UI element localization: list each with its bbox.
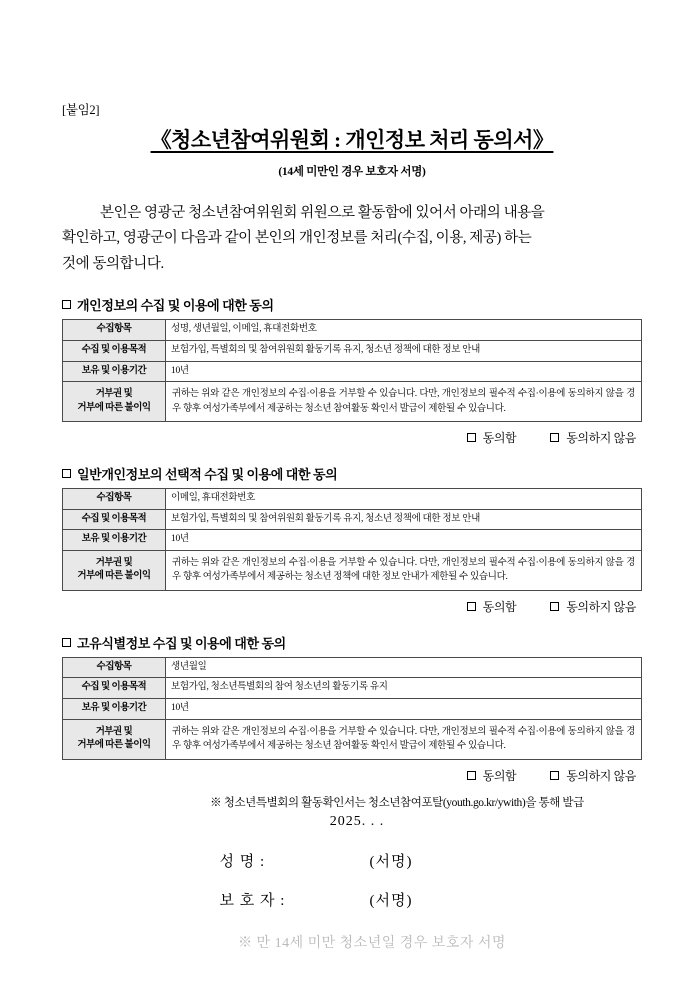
table-row	[63, 678, 642, 699]
table-row	[63, 320, 642, 341]
consent-section-2	[62, 464, 642, 615]
table-row	[63, 382, 642, 422]
agree-options-2	[62, 598, 642, 615]
table-row	[63, 720, 642, 760]
row-label-period: 보유 및 이용기간	[63, 530, 166, 551]
agree-option[interactable]	[467, 598, 517, 615]
checkbox-icon[interactable]	[62, 469, 71, 478]
row-label-purpose: 수집 및 이용목적	[63, 678, 166, 699]
checkbox-icon[interactable]	[467, 433, 476, 442]
row-label-refusal-line2: 거부에 따른 불이익	[77, 740, 151, 751]
disagree-label: 동의하지 않음	[566, 599, 636, 614]
agree-label: 동의함	[482, 430, 517, 445]
checkbox-icon[interactable]	[467, 602, 476, 611]
agree-label: 동의함	[482, 599, 517, 614]
name-label: 성 명 :	[219, 853, 266, 870]
table-row	[63, 657, 642, 678]
name-signature-mark[interactable]: (서명)	[369, 853, 413, 870]
row-value-items: 이메일, 휴대전화번호	[166, 488, 642, 509]
row-label-refusal-line2: 거부에 따른 불이익	[77, 402, 151, 413]
row-value-purpose: 보험가입, 청소년특별회의 참여 청소년의 활동기록 유지	[166, 678, 642, 699]
row-label-items: 수집항목	[63, 320, 166, 341]
signature-row-guardian	[62, 889, 642, 910]
checkbox-icon[interactable]	[62, 300, 71, 309]
consent-table-1	[62, 319, 642, 422]
row-label-purpose: 수집 및 이용목적	[63, 340, 166, 361]
row-value-period: 10년	[166, 361, 642, 382]
agree-options-3	[62, 767, 642, 784]
checkbox-icon[interactable]	[550, 433, 559, 442]
table-row	[63, 488, 642, 509]
checkbox-icon[interactable]	[467, 771, 476, 780]
row-label-items: 수집항목	[63, 488, 166, 509]
row-label-refusal-line2: 거부에 따른 불이익	[77, 571, 151, 582]
table-row	[63, 699, 642, 720]
table-row	[63, 509, 642, 530]
row-label-purpose: 수집 및 이용목적	[63, 509, 166, 530]
section-3-heading	[62, 633, 642, 652]
row-value-refusal: 귀하는 위와 같은 개인정보의 수집·이용을 거부할 수 있습니다. 다만, 개인정보의 필수적 수집·이용에 동의하지 않을 경우 향후 여성가족부에서 제공하는 청소년 참여활동 확인서 발급이 제한될 수 있습니다.	[166, 720, 642, 760]
table-row	[63, 551, 642, 591]
watermark-note: ※ 만 14세 미만 청소년일 경우 보호자 서명	[238, 935, 506, 951]
consent-section-3	[62, 633, 642, 784]
consent-table-2	[62, 488, 642, 591]
checkbox-icon[interactable]	[550, 771, 559, 780]
agree-option[interactable]	[467, 767, 517, 784]
disagree-option[interactable]	[550, 598, 636, 615]
intro-line-2: 확인하고, 영광군이 다음과 같이 본인의 개인정보를 처리(수집, 이용, 제공) 하는	[62, 230, 532, 247]
row-label-items: 수집항목	[63, 657, 166, 678]
disagree-option[interactable]	[550, 767, 636, 784]
table-row	[63, 340, 642, 361]
disagree-label: 동의하지 않음	[566, 768, 636, 783]
row-label-refusal	[63, 382, 166, 422]
agree-options-1	[62, 429, 642, 446]
intro-line-3: 것에 동의합니다.	[62, 255, 164, 272]
section-2-heading	[62, 464, 642, 483]
section-1-heading	[62, 295, 642, 314]
row-value-period: 10년	[166, 699, 642, 720]
row-value-refusal: 귀하는 위와 같은 개인정보의 수집·이용을 거부할 수 있습니다. 다만, 개인정보의 필수적 수집·이용에 동의하지 않을 경우 향후 여성가족부에서 제공하는 청소년 참여활동 확인서 발급이 제한될 수 있습니다.	[166, 382, 642, 422]
row-label-refusal	[63, 551, 166, 591]
section-3-heading-label: 고유식별정보 수집 및 이용에 대한 동의	[77, 635, 286, 651]
row-value-purpose: 보험가입, 특별회의 및 참여위원회 활동기록 유지, 청소년 정책에 대한 정보 안내	[166, 340, 642, 361]
row-label-refusal-line1: 거부권 및	[95, 726, 133, 737]
consent-section-1	[62, 295, 642, 446]
signature-block	[62, 850, 642, 910]
row-label-period: 보유 및 이용기간	[63, 361, 166, 382]
guardian-label: 보 호 자 :	[219, 892, 286, 909]
attachment-tag: [붙임2]	[62, 103, 100, 117]
guardian-signature-mark[interactable]: (서명)	[369, 892, 413, 909]
row-value-items: 생년월일	[166, 657, 642, 678]
disagree-option[interactable]	[550, 429, 636, 446]
row-label-refusal-line1: 거부권 및	[95, 557, 133, 568]
intro-paragraph	[62, 201, 642, 277]
page-subtitle: (14세 미만인 경우 보호자 서명)	[278, 166, 426, 178]
agree-label: 동의함	[482, 768, 517, 783]
row-value-purpose: 보험가입, 특별회의 및 참여위원회 활동기록 유지, 청소년 정책에 대한 정보 안내	[166, 509, 642, 530]
agree-option[interactable]	[467, 429, 517, 446]
section-2-heading-label: 일반개인정보의 선택적 수집 및 이용에 대한 동의	[77, 466, 338, 482]
consent-table-3	[62, 657, 642, 760]
intro-line-1: 본인은 영광군 청소년참여위원회 위원으로 활동함에 있어서 아래의 내용을	[100, 205, 545, 221]
date-line: 2025. . .	[329, 813, 385, 829]
row-value-period: 10년	[166, 530, 642, 551]
section-1-heading-label: 개인정보의 수집 및 이용에 대한 동의	[77, 298, 274, 314]
page-title: 《청소년참여위원회 : 개인정보 처리 동의서》	[150, 128, 554, 152]
signature-row-name	[62, 850, 642, 871]
portal-note: ※ 청소년특별회의 활동확인서는 청소년참여포탈(youth.go.kr/ywith)을 통해 발급	[210, 796, 584, 809]
row-value-refusal: 귀하는 위와 같은 개인정보의 수집·이용을 거부할 수 있습니다. 다만, 개인정보의 필수적 수집·이용에 동의하지 않을 경우 향후 여성가족부에서 제공하는 청소년 정책에 대한 정보 안내가 제한될 수 있습니다.	[166, 551, 642, 591]
checkbox-icon[interactable]	[550, 602, 559, 611]
row-label-refusal-line1: 거부권 및	[95, 388, 133, 399]
disagree-label: 동의하지 않음	[566, 430, 636, 445]
row-label-refusal	[63, 720, 166, 760]
row-label-period: 보유 및 이용기간	[63, 699, 166, 720]
checkbox-icon[interactable]	[62, 638, 71, 647]
table-row	[63, 530, 642, 551]
table-row	[63, 361, 642, 382]
row-value-items: 성명, 생년월일, 이메일, 휴대전화번호	[166, 320, 642, 341]
